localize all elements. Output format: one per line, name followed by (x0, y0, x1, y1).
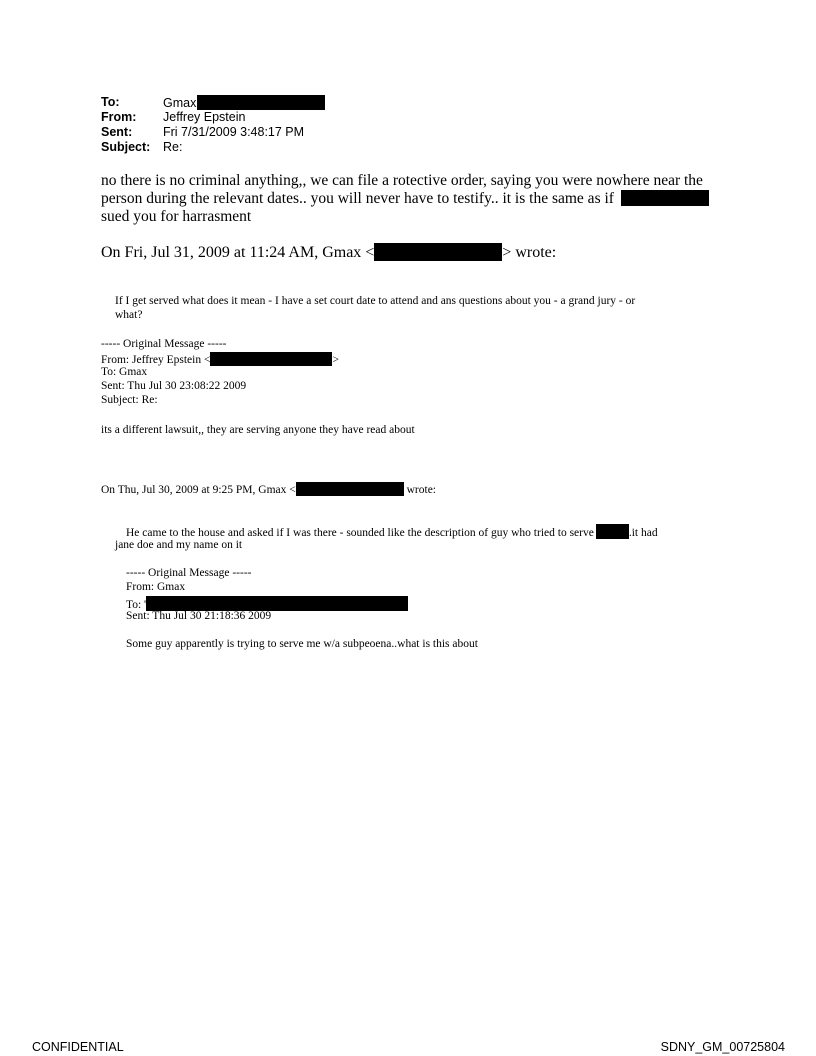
redaction-box (296, 482, 404, 496)
sent-label: Sent: (101, 125, 133, 139)
quote-intro-text: On Thu, Jul 30, 2009 at 9:25 PM, Gmax < (101, 484, 296, 496)
to-name: Gmax (163, 96, 197, 110)
original-sent: Sent: Thu Jul 30 23:08:22 2009 (101, 380, 247, 392)
message-line: Some guy apparently is trying to serve me w/a subpeoena..what is this about (126, 638, 478, 650)
original-from-text: From: Jeffrey Epstein < (101, 354, 211, 366)
message-line: jane doe and my name on it (115, 539, 243, 551)
message-line: If I get served what does it mean - I have a set court date to attend and ans questions about you - a grand jury - or (115, 295, 636, 307)
subject-label: Subject: (101, 140, 151, 154)
bates-number: SDNY_GM_00725804 (660, 1040, 785, 1054)
message-line: sued you for harrasment (101, 208, 252, 225)
redaction-box (146, 596, 408, 611)
redaction-box (210, 352, 332, 366)
message-text: person during the relevant dates.. you will never have to testify.. it is the same as if (101, 190, 614, 207)
quote-intro (101, 482, 436, 498)
original-sent: Sent: Thu Jul 30 21:18:36 2009 (126, 610, 272, 622)
subject-value: Re: (163, 140, 183, 154)
quote-intro-suffix: wrote: (403, 484, 437, 496)
message-line: no there is no criminal anything,, we can file a rotective order, saying you were nowhere near the (101, 172, 703, 189)
redaction-box (621, 190, 709, 206)
message-text: He came to the house and asked if I was there - sounded like the description of guy who tried to serve (126, 527, 594, 539)
quote-intro-suffix: > wrote: (502, 244, 557, 261)
message-line: what? (115, 309, 143, 321)
original-message-heading: ----- Original Message ----- (126, 567, 252, 579)
message-text-suffix: .it had (628, 527, 658, 539)
to-value (163, 95, 325, 111)
original-to: To: Gmax (101, 366, 148, 378)
confidential-stamp: CONFIDENTIAL (32, 1040, 124, 1054)
from-value: Jeffrey Epstein (163, 110, 246, 124)
message-line: its a different lawsuit,, they are serving anyone they have read about (101, 424, 415, 436)
original-message-heading: ----- Original Message ----- (101, 338, 227, 350)
from-label: From: (101, 110, 137, 124)
original-to-text: To: ' (126, 599, 147, 611)
quote-intro-text: On Fri, Jul 31, 2009 at 11:24 AM, Gmax < (101, 244, 375, 261)
to-label: To: (101, 95, 120, 109)
original-from: From: Gmax (126, 581, 186, 593)
redaction-box (197, 95, 325, 110)
original-from-suffix: > (332, 354, 339, 366)
redaction-box (374, 243, 502, 261)
email-header (101, 95, 501, 157)
redaction-box (596, 524, 629, 539)
original-subject: Subject: Re: (101, 394, 158, 406)
message-line (101, 190, 721, 208)
message-body (101, 172, 721, 226)
sent-value: Fri 7/31/2009 3:48:17 PM (163, 125, 305, 139)
quote-intro (101, 243, 721, 262)
